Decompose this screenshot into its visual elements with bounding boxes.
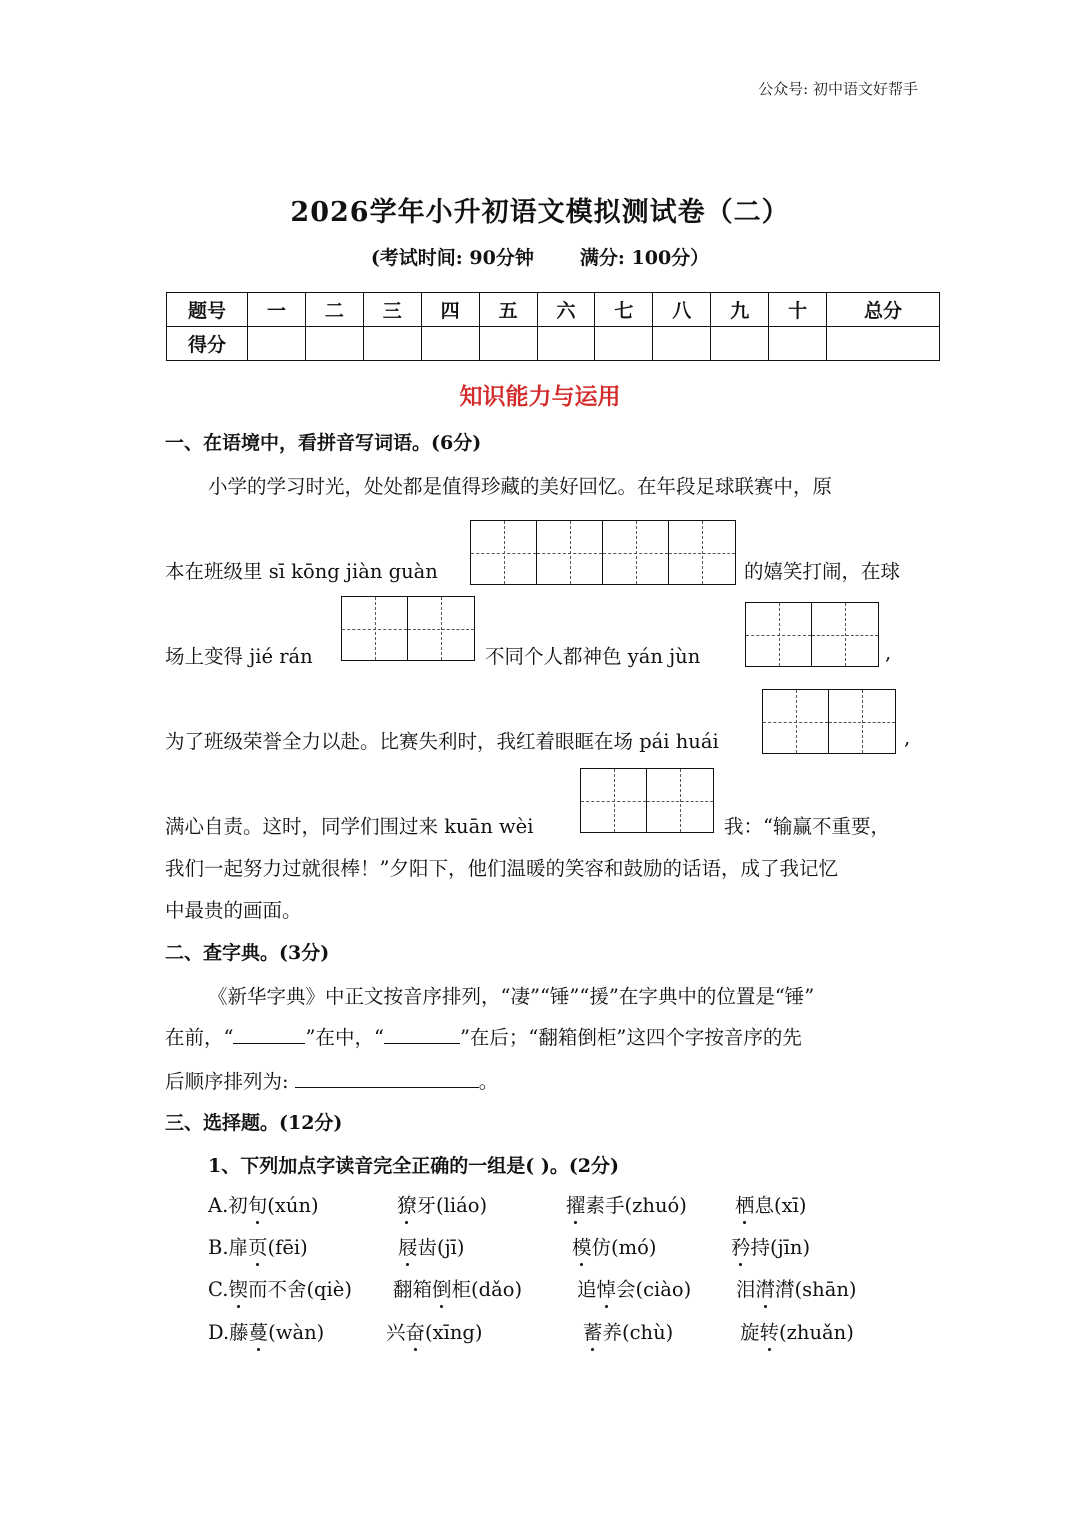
q1-text-line: , [885, 641, 892, 664]
answer-grid-2[interactable] [341, 596, 475, 661]
grid-cell[interactable] [342, 597, 408, 660]
answer-grid-2[interactable] [745, 602, 879, 667]
score-cell[interactable] [769, 327, 827, 361]
exam-time: (考试时间: 90分钟 [370, 247, 534, 269]
grid-cell[interactable] [647, 769, 713, 832]
option-text: (xún) [267, 1194, 319, 1217]
q1-text-line: 我：“输赢不重要， [724, 815, 890, 838]
dotted-char: 蔓 [249, 1317, 269, 1345]
question-3-1: 1、下列加点字读音完全正确的一组是( )。(2分) [208, 1155, 620, 1177]
score-table-header: 题号 [167, 293, 248, 327]
dotted-char: 屐 [398, 1232, 418, 1260]
q2-text: 。 [478, 1070, 499, 1093]
score-cell[interactable] [305, 327, 363, 361]
grid-cell[interactable] [763, 690, 829, 753]
dotted-char: 蓄 [583, 1317, 603, 1345]
option-text: B.扉 [208, 1236, 249, 1259]
option-text: 息(xī) [754, 1194, 807, 1217]
q1-text-line: 中最贵的画面。 [165, 899, 302, 922]
option-text: (fēi) [267, 1236, 308, 1259]
score-table-header: 八 [653, 293, 711, 327]
dotted-char: 奋 [406, 1317, 426, 1345]
option-text: 翻箱 [393, 1278, 433, 1301]
score-table-header: 三 [363, 293, 421, 327]
q1-text-line: 我们一起努力过就很棒！”夕阳下，他们温暖的笑容和鼓励的话语，成了我记忆 [165, 857, 838, 880]
option-b-2[interactable] [398, 1232, 465, 1260]
grid-cell[interactable] [603, 521, 669, 584]
score-cell[interactable] [827, 327, 940, 361]
grid-cell[interactable] [669, 521, 735, 584]
option-text: 养(chù) [602, 1321, 674, 1344]
dotted-char: 潸 [756, 1274, 776, 1302]
score-table-header: 二 [305, 293, 363, 327]
score-table-header: 七 [595, 293, 653, 327]
answer-blank[interactable] [384, 1025, 460, 1044]
option-b-4[interactable] [731, 1232, 810, 1260]
section-title: 知识能力与运用 [459, 384, 621, 410]
q1-text-line: , [904, 726, 911, 749]
answer-grid-4[interactable] [470, 520, 736, 585]
score-cell[interactable] [363, 327, 421, 361]
dotted-char: 擢 [566, 1190, 586, 1218]
q2-text-line [165, 1022, 802, 1050]
watermark: 公众号: 初中语文好帮手 [758, 80, 918, 98]
option-text: 柜(dǎo) [451, 1278, 523, 1301]
answer-blank[interactable] [295, 1069, 479, 1088]
score-table-header: 九 [711, 293, 769, 327]
score-cell[interactable] [537, 327, 595, 361]
option-text: (xīng) [425, 1321, 483, 1344]
score-cell[interactable] [595, 327, 653, 361]
score-cell[interactable] [711, 327, 769, 361]
score-table-header: 十 [769, 293, 827, 327]
q1-text-line: 场上变得 jié rán [165, 645, 313, 668]
score-table-header: 一 [248, 293, 306, 327]
dotted-char: 獠 [397, 1190, 417, 1218]
option-text: C. [208, 1278, 229, 1301]
option-a-4[interactable] [735, 1190, 806, 1218]
option-text: 素手(zhuó) [585, 1194, 687, 1217]
exam-full-score: 满分: 100分） [579, 247, 710, 269]
score-table-header: 总分 [827, 293, 940, 327]
grid-cell[interactable] [471, 521, 537, 584]
q2-text: 在前，“ [165, 1026, 234, 1049]
dotted-char: 栖 [735, 1190, 755, 1218]
score-cell[interactable] [421, 327, 479, 361]
q2-text: ”在后；“翻箱倒柜”这四个字按音序的先 [459, 1026, 802, 1049]
question-1-heading: 一、在语境中，看拼音写词语。(6分) [165, 432, 482, 454]
option-text: 牙(liáo) [416, 1194, 488, 1217]
exam-info [0, 243, 1080, 270]
score-table [166, 292, 940, 361]
dotted-char: 矜 [731, 1232, 751, 1260]
option-text: 旋 [740, 1321, 760, 1344]
option-c-1[interactable] [208, 1274, 352, 1302]
grid-cell[interactable] [746, 603, 812, 666]
option-text: A.初 [208, 1194, 248, 1217]
dotted-char: 悼 [597, 1274, 617, 1302]
answer-grid-2[interactable] [580, 768, 714, 833]
score-cell[interactable] [248, 327, 306, 361]
q1-text-line: 本在班级里 sī kōng jiàn guàn [165, 560, 438, 583]
q2-text: 后顺序排列为: [165, 1070, 289, 1093]
dotted-char: 倒 [432, 1274, 452, 1302]
option-c-2[interactable] [393, 1274, 522, 1302]
option-text: 仿(mó) [591, 1236, 657, 1259]
q2-text-line [165, 1066, 498, 1094]
q2-text-line: 《新华字典》中正文按音序排列，“凄”“锤”“援”在字典中的位置是“锤” [208, 985, 815, 1008]
option-c-3[interactable] [577, 1274, 691, 1302]
option-d-1[interactable] [208, 1317, 324, 1345]
score-table-header: 五 [479, 293, 537, 327]
option-text: 会(ciào) [616, 1278, 692, 1301]
dotted-char: 页 [248, 1232, 268, 1260]
dotted-char: 转 [760, 1317, 780, 1345]
grid-cell[interactable] [581, 769, 647, 832]
grid-cell[interactable] [812, 603, 878, 666]
question-2-heading: 二、查字典。(3分) [165, 942, 330, 964]
score-cell[interactable] [653, 327, 711, 361]
option-text: 持(jīn) [750, 1236, 811, 1259]
option-text: D.藤 [208, 1321, 249, 1344]
q2-text: ”在中，“ [305, 1026, 384, 1049]
dotted-char: 锲 [228, 1274, 248, 1302]
option-text: 齿(jī) [417, 1236, 465, 1259]
option-text: (wàn) [268, 1321, 325, 1344]
page-title: 2026学年小升初语文模拟测试卷（二） [290, 197, 790, 228]
option-a-2[interactable] [397, 1190, 487, 1218]
option-text: 而不舍(qiè) [247, 1278, 352, 1301]
q1-text-line: 不同个人都神色 yán jùn [485, 645, 701, 668]
score-table-header: 四 [421, 293, 479, 327]
option-d-2[interactable] [386, 1317, 483, 1345]
score-table-header: 六 [537, 293, 595, 327]
grid-cell[interactable] [408, 597, 474, 660]
option-a-1[interactable] [208, 1190, 319, 1218]
grid-cell[interactable] [829, 690, 895, 753]
option-a-3[interactable] [566, 1190, 687, 1218]
dotted-char: 旬 [248, 1190, 268, 1218]
option-b-3[interactable] [572, 1232, 656, 1260]
answer-grid-2[interactable] [762, 689, 896, 754]
option-text: 潸(shān) [775, 1278, 857, 1301]
option-text: 泪 [736, 1278, 756, 1301]
option-c-4[interactable] [736, 1274, 857, 1302]
score-table-score-row [167, 327, 940, 361]
grid-cell[interactable] [537, 521, 603, 584]
q1-text-line: 满心自责。这时，同学们围过来 kuān wèi [165, 815, 534, 838]
score-cell[interactable] [479, 327, 537, 361]
question-3-heading: 三、选择题。(12分) [165, 1112, 343, 1134]
option-text: 兴 [386, 1321, 406, 1344]
q1-text-line: 为了班级荣誉全力以赴。比赛失利时，我红着眼眶在场 pái huái [165, 730, 719, 753]
option-d-4[interactable] [740, 1317, 854, 1345]
score-table-header-row [167, 293, 940, 327]
option-b-1[interactable] [208, 1232, 308, 1260]
dotted-char: 模 [572, 1232, 592, 1260]
q1-text-line: 的嬉笑打闹，在球 [744, 560, 901, 583]
option-text: (zhuǎn) [779, 1321, 854, 1344]
q1-text-line: 小学的学习时光，处处都是值得珍藏的美好回忆。在年段足球联赛中，原 [208, 475, 833, 498]
score-row-label: 得分 [167, 327, 248, 361]
option-text: 追 [577, 1278, 597, 1301]
option-d-3[interactable] [583, 1317, 673, 1345]
answer-blank[interactable] [233, 1025, 305, 1044]
